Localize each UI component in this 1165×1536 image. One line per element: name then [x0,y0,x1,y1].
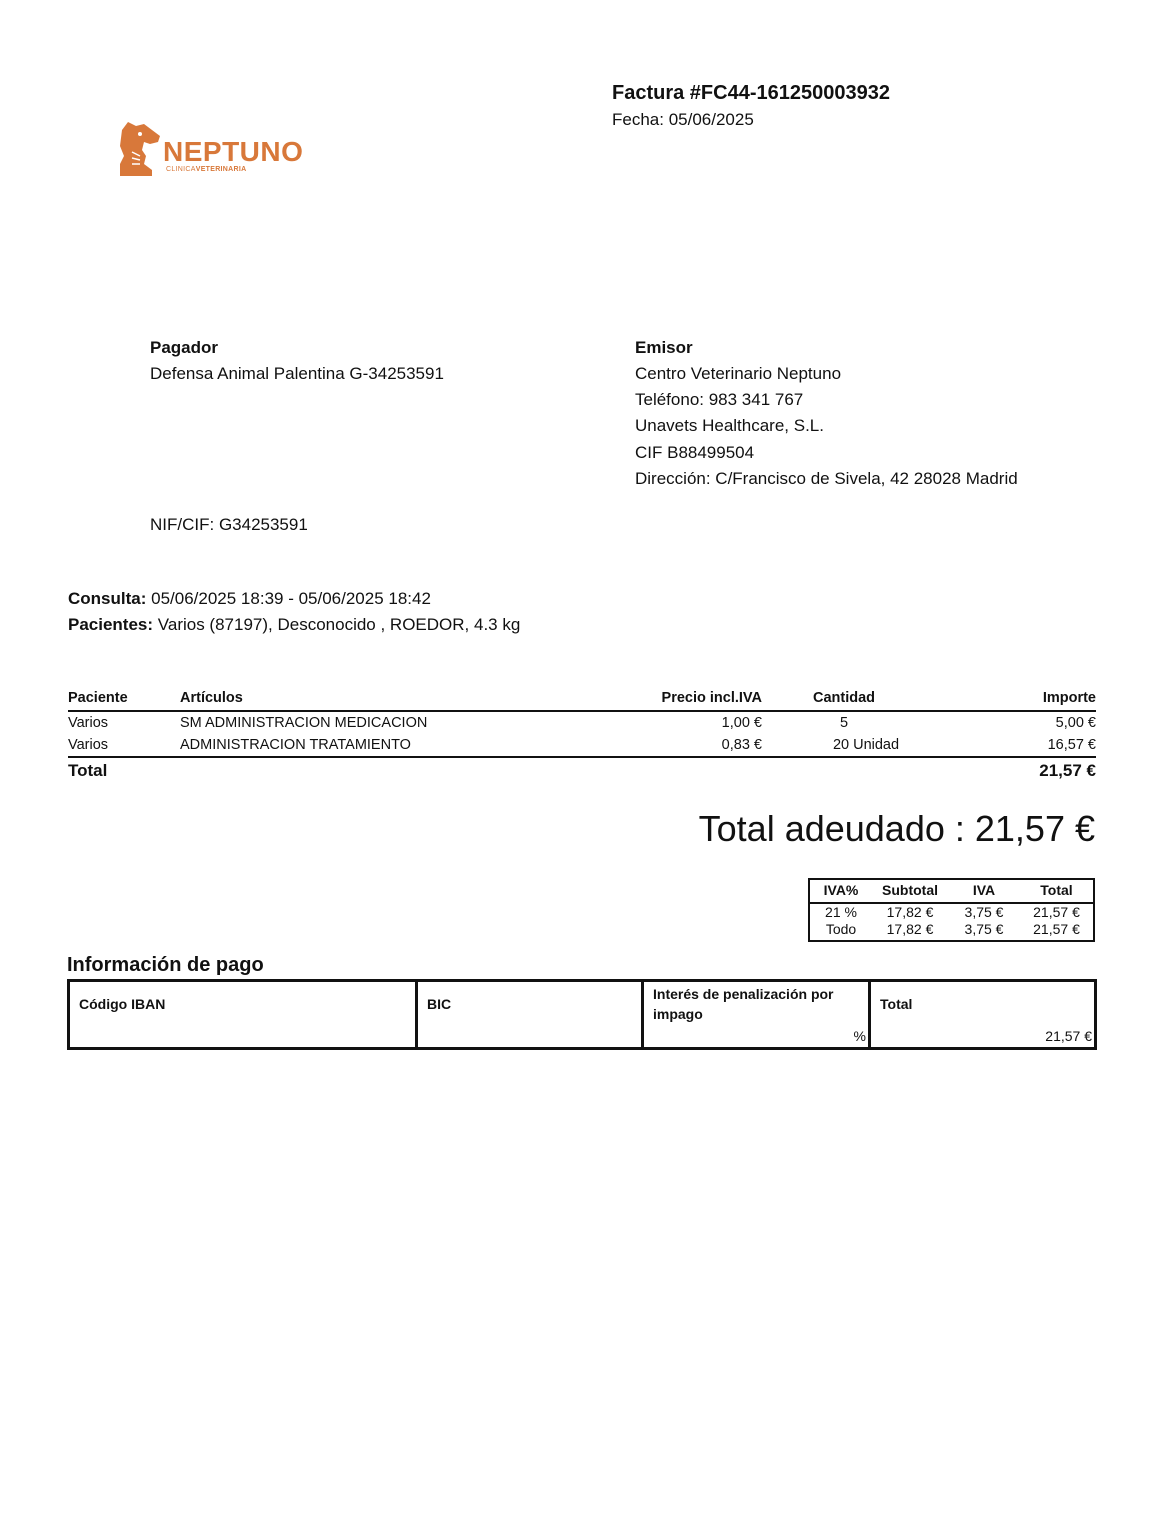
issuer-line: Unavets Healthcare, S.L. [635,416,824,436]
cell-qty: 20 Unidad [762,734,926,757]
cell-article: SM ADMINISTRACION MEDICACION [180,714,428,731]
issuer-line: Centro Veterinario Neptuno [635,364,842,383]
patients-row [68,612,520,638]
table-row [810,921,1093,938]
vat-cell: 21 % [825,904,857,920]
header-price: Precio incl.IVA [560,688,762,711]
pay-total-label: Total [880,996,913,1012]
iban-label: Código IBAN [79,996,166,1012]
vat-header-row [810,880,1093,903]
cell-price: 1,00 € [721,714,762,731]
invoice-date: Fecha: 05/06/2025 [612,110,754,129]
total-value: 21,57 € [1039,761,1096,780]
issuer-heading: Emisor [635,338,693,357]
total-due: Total adeudado : 21,57 € [698,808,1095,849]
pay-total-cell [871,982,1094,1047]
patients-value: Varios (87197), Desconocido , ROEDOR, 4.3 kg [157,615,521,634]
cell-amount: 5,00 € [1055,714,1096,731]
vat-cell: 3,75 € [964,921,1004,937]
vat-cell: 3,75 € [964,904,1004,920]
payment-table [67,979,1097,1050]
invoice-title: Factura #FC44-161250003932 [612,82,890,104]
pay-total-value: 21,57 € [1045,1028,1092,1044]
logo-tagline: CLINICAVETERINARIA [166,166,247,173]
header-qty: Cantidad [762,688,926,711]
table-row [810,903,1093,921]
total-label: Total [68,761,108,780]
issuer-line: Dirección: C/Francisco de Sivela, 42 28028 Madrid [635,468,1018,488]
header-amount: Importe [926,688,1096,711]
vat-table [808,878,1095,942]
vat-cell: 21,57 € [1033,921,1080,937]
consult-value: 05/06/2025 18:39 - 05/06/2025 18:42 [151,589,431,608]
logo-name: NEPTUNO [163,136,304,167]
patients-label: Pacientes: [68,615,154,634]
table-row [68,711,1096,734]
penalty-unit: % [853,1028,866,1044]
consult-label: Consulta: [68,589,147,608]
issuer-line: CIF B88499504 [635,442,755,462]
cell-qty: 5 [839,714,849,731]
vat-header: IVA% [810,880,872,903]
vat-header: Total [1020,880,1093,903]
bic-cell [418,982,644,1047]
iban-cell [70,982,418,1047]
header-article: Artículos [180,688,560,711]
cell-patient: Varios [68,734,180,757]
vat-header: IVA [948,880,1020,903]
vat-cell: Todo [825,921,857,937]
cell-patient: Varios [68,714,109,731]
cell-amount: 16,57 € [926,734,1096,757]
consult-row [68,586,431,612]
dog-logo-icon [118,120,162,178]
cell-article: ADMINISTRACION TRATAMIENTO [180,734,560,757]
payment-title: Información de pago [67,954,264,976]
items-total-row [68,757,1096,784]
payer-name: Defensa Animal Palentina G-34253591 [150,364,444,383]
payer-tax-id: NIF/CIF: G34253591 [150,515,308,534]
issuer-line: Teléfono: 983 341 767 [635,390,804,410]
table-row [68,734,1096,757]
items-table [68,688,1096,784]
bic-label: BIC [427,996,452,1012]
penalty-label: Interés de penalización por impago [653,986,834,1022]
payer-heading: Pagador [150,338,219,357]
header-patient: Paciente [68,688,180,711]
issuer-details [635,361,1018,492]
vat-cell: 17,82 € [886,904,934,920]
clinic-logo [118,118,318,182]
items-header-row [68,688,1096,711]
cell-price: 0,83 € [560,734,762,757]
vat-cell: 21,57 € [1033,904,1080,920]
vat-header: Subtotal [872,880,948,903]
vat-cell: 17,82 € [886,921,934,937]
penalty-cell [644,982,871,1047]
